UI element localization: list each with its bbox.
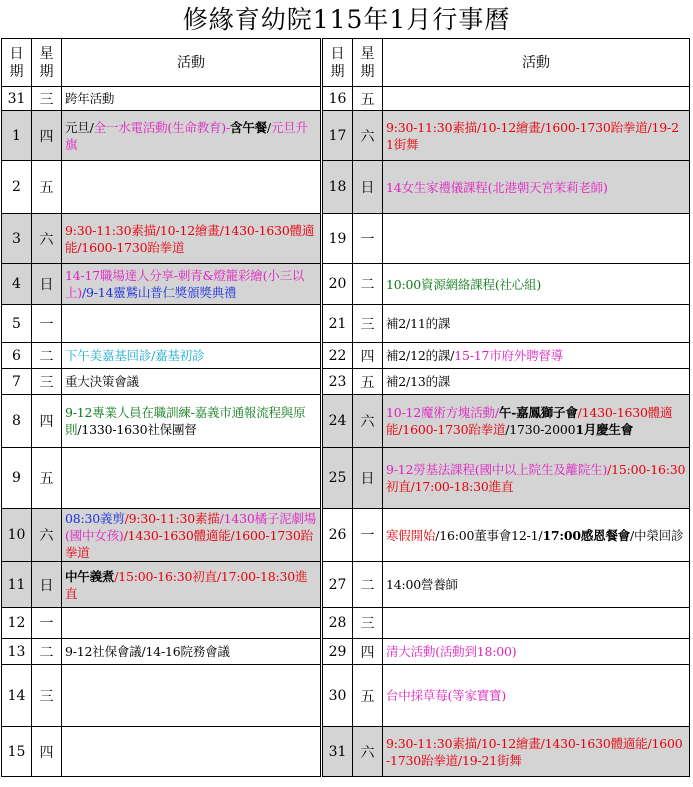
- activity-text: 15-17市府外聘督導: [454, 348, 564, 363]
- activity-text: /中榮回診: [630, 527, 684, 543]
- activity-text: 重大決策會議: [65, 374, 139, 389]
- header-row: [2, 39, 321, 87]
- weekday-cell: 五: [353, 665, 383, 727]
- activity-text: 08:30義剪: [65, 510, 125, 526]
- activity-text: 17:00感恩餐會: [542, 527, 631, 543]
- weekday-cell: 六: [353, 395, 383, 448]
- weekday-cell: 五: [32, 161, 62, 214]
- calendar-row: [323, 608, 690, 639]
- activity-text: 補2/11的課: [386, 316, 451, 331]
- activity-text: 補2/12的課/: [386, 348, 455, 363]
- activity-cell: [383, 343, 690, 369]
- weekday-cell: 日: [32, 264, 62, 305]
- activity-cell: [62, 639, 321, 665]
- activity-cell: [383, 448, 690, 509]
- calendar-row: [2, 562, 321, 608]
- activity-text: 9-12勞基法課程(國中以上院生及離院生): [386, 462, 608, 477]
- header-weekday: 星 期: [32, 39, 62, 87]
- weekday-cell: 二: [32, 639, 62, 665]
- activity-cell: [62, 727, 321, 777]
- weekday-cell: 一: [353, 214, 383, 264]
- weekday-cell: 一: [32, 305, 62, 343]
- activity-text: 10-12魔術方塊活動/: [386, 405, 499, 420]
- weekday-cell: 四: [32, 727, 62, 777]
- day-cell: 29: [323, 639, 353, 665]
- weekday-cell: 六: [32, 509, 62, 562]
- activity-text: 跨年活動: [65, 91, 115, 106]
- day-cell: 19: [323, 214, 353, 264]
- weekday-cell: 一: [32, 608, 62, 639]
- activity-text: /1730-2000: [505, 422, 576, 437]
- activity-text: 元旦升旗: [65, 119, 308, 152]
- day-cell: 14: [2, 665, 32, 727]
- weekday-cell: 二: [353, 562, 383, 608]
- weekday-cell: 四: [353, 343, 383, 369]
- activity-cell: [383, 369, 690, 395]
- activity-cell: [62, 665, 321, 727]
- weekday-cell: 六: [353, 727, 383, 777]
- day-cell: 31: [323, 727, 353, 777]
- day-cell: 23: [323, 369, 353, 395]
- activity-cell: [62, 214, 321, 264]
- weekday-cell: 五: [353, 87, 383, 111]
- weekday-cell: 四: [32, 395, 62, 448]
- activity-cell: [62, 111, 321, 161]
- day-cell: 17: [323, 111, 353, 161]
- activity-text: 中午義煮: [65, 568, 115, 584]
- day-cell: 10: [2, 509, 32, 562]
- calendar-row: [2, 727, 321, 777]
- day-cell: 30: [323, 665, 353, 727]
- calendar-row: [2, 509, 321, 562]
- activity-cell: [383, 305, 690, 343]
- activity-cell: [383, 111, 690, 161]
- activity-cell: [62, 562, 321, 608]
- activity-cell: [62, 448, 321, 509]
- weekday-cell: 三: [353, 305, 383, 343]
- day-cell: 24: [323, 395, 353, 448]
- header-activity: 活動: [62, 39, 321, 87]
- activity-text: 9-12專業人員在職訓練-嘉義市通報流程與原則: [65, 405, 306, 437]
- day-cell: 28: [323, 608, 353, 639]
- day-cell: 3: [2, 214, 32, 264]
- activity-text: 元旦/: [65, 119, 94, 135]
- calendar-row: [323, 448, 690, 509]
- activity-cell: [62, 305, 321, 343]
- weekday-cell: 五: [32, 448, 62, 509]
- activity-text: 9:30-11:30素描/10-12繪畫/1600-1730跆拳道/19-21街舞: [386, 119, 679, 152]
- activity-cell: [62, 369, 321, 395]
- weekday-cell: 六: [353, 111, 383, 161]
- calendar-row: [2, 214, 321, 264]
- day-cell: 2: [2, 161, 32, 214]
- calendar-row: [323, 305, 690, 343]
- activity-cell: [383, 395, 690, 448]
- day-cell: 9: [2, 448, 32, 509]
- activity-cell: [383, 264, 690, 305]
- calendar-row: [2, 87, 321, 111]
- calendar-row: [2, 264, 321, 305]
- activity-cell: [383, 562, 690, 608]
- activity-text: 寒假開始: [386, 527, 436, 543]
- activity-text: 14-17職場達人分享-刺青&燈籠彩繪(小三以上): [65, 268, 305, 300]
- calendar-row: [2, 608, 321, 639]
- activity-text: 補2/13的課: [386, 374, 451, 389]
- activity-text: /9:30-11:30素描: [124, 510, 220, 526]
- day-cell: 26: [323, 509, 353, 562]
- day-cell: 27: [323, 562, 353, 608]
- activity-text: 14女生家禮儀課程(北港朝天宮茉莉老師): [386, 179, 608, 195]
- activity-cell: [383, 727, 690, 777]
- weekday-cell: 二: [32, 343, 62, 369]
- calendar-row: [323, 562, 690, 608]
- weekday-cell: 日: [32, 562, 62, 608]
- activity-text: /1430-1630體適能/1600-1730跆拳道: [65, 527, 313, 560]
- day-cell: 15: [2, 727, 32, 777]
- calendar-row: [323, 665, 690, 727]
- activity-cell: [383, 509, 690, 562]
- activity-cell: [62, 343, 321, 369]
- calendar-row: [323, 214, 690, 264]
- weekday-cell: 三: [32, 369, 62, 395]
- calendar-left-table: [1, 38, 321, 777]
- day-cell: 21: [323, 305, 353, 343]
- activity-text: 9-12社保會議/14-16院務會議: [65, 644, 230, 659]
- day-cell: 20: [323, 264, 353, 305]
- header-row: [323, 39, 690, 87]
- calendar-row: [2, 665, 321, 727]
- activity-text: 14:00營養師: [386, 577, 458, 592]
- weekday-cell: 三: [32, 665, 62, 727]
- activity-text: /: [266, 119, 271, 135]
- calendar-row: [2, 305, 321, 343]
- calendar-row: [323, 395, 690, 448]
- day-cell: 4: [2, 264, 32, 305]
- page-title: 修緣育幼院115年1月行事曆: [182, 5, 511, 34]
- activity-cell: [62, 161, 321, 214]
- activity-text: 全一水電活動(生命教育)-: [93, 119, 231, 135]
- calendar-row: [2, 369, 321, 395]
- activity-text: 台中採草莓(等家寶寶): [386, 688, 507, 703]
- day-cell: 18: [323, 161, 353, 214]
- activity-text: /15:00-16:30初直/17:00-18:30進直: [386, 462, 686, 494]
- calendar-row: [323, 161, 690, 214]
- activity-cell: [62, 87, 321, 111]
- activity-text: 午-嘉鳳獅子會: [498, 405, 578, 420]
- activity-text: /9-14靈鷲山普仁獎頒獎典禮: [81, 285, 237, 300]
- header-weekday: 星 期: [353, 39, 383, 87]
- weekday-cell: 日: [353, 161, 383, 214]
- activity-cell: [62, 509, 321, 562]
- weekday-cell: 一: [353, 509, 383, 562]
- calendar-row: [2, 343, 321, 369]
- calendar-row: [323, 369, 690, 395]
- activity-cell: [383, 639, 690, 665]
- calendar-row: [323, 639, 690, 665]
- calendar-row: [323, 111, 690, 161]
- activity-cell: [383, 608, 690, 639]
- header-activity: 活動: [383, 39, 690, 87]
- weekday-cell: 五: [353, 369, 383, 395]
- activity-text: /15:00-16:30初直/17:00-18:30進直: [65, 568, 308, 601]
- calendar-row: [2, 448, 321, 509]
- day-cell: 25: [323, 448, 353, 509]
- weekday-cell: 三: [32, 87, 62, 111]
- activity-cell: [62, 608, 321, 639]
- day-cell: 1: [2, 111, 32, 161]
- activity-text: 清大活動(活動到18:00): [386, 644, 517, 659]
- weekday-cell: 日: [353, 448, 383, 509]
- day-cell: 11: [2, 562, 32, 608]
- calendar-row: [323, 87, 690, 111]
- day-cell: 31: [2, 87, 32, 111]
- activity-cell: [383, 214, 690, 264]
- activity-cell: [383, 87, 690, 111]
- activity-text: 下午美嘉基回診/嘉基初診: [65, 348, 205, 363]
- weekday-cell: 四: [32, 111, 62, 161]
- activity-text: /16:00董事會12-1/: [435, 527, 543, 543]
- activity-text: /1330-1630社保團督: [77, 422, 197, 437]
- calendar-row: [2, 639, 321, 665]
- calendar-row: [323, 509, 690, 562]
- weekday-cell: 四: [353, 639, 383, 665]
- weekday-cell: 三: [353, 608, 383, 639]
- weekday-cell: 六: [32, 214, 62, 264]
- day-cell: 6: [2, 343, 32, 369]
- day-cell: 8: [2, 395, 32, 448]
- activity-text: /1430-1630體適能/1600-1730跆拳道: [386, 405, 673, 437]
- day-cell: 5: [2, 305, 32, 343]
- activity-text: 10:00資源網絡課程(社心組): [386, 276, 542, 292]
- calendar-row: [323, 343, 690, 369]
- activity-text: 1月慶生會: [575, 422, 634, 437]
- calendar-row: [2, 111, 321, 161]
- activity-cell: [383, 161, 690, 214]
- calendar-row: [323, 264, 690, 305]
- activity-cell: [383, 665, 690, 727]
- header-day: 日 期: [2, 39, 32, 87]
- day-cell: 13: [2, 639, 32, 665]
- activity-text: 9:30-11:30素描/10-12繪畫/1430-1630體適能/1600-1730跆拳道: [65, 222, 315, 255]
- day-cell: 16: [323, 87, 353, 111]
- day-cell: 7: [2, 369, 32, 395]
- calendar-row: [2, 395, 321, 448]
- activity-text: /1430橘子泥劇場(國中女孩): [65, 510, 317, 543]
- calendar-row: [2, 161, 321, 214]
- header-day: 日 期: [323, 39, 353, 87]
- weekday-cell: 二: [353, 264, 383, 305]
- day-cell: 12: [2, 608, 32, 639]
- activity-cell: [62, 264, 321, 305]
- activity-cell: [62, 395, 321, 448]
- day-cell: 22: [323, 343, 353, 369]
- calendar-right-table: [322, 38, 690, 777]
- activity-text: 含午餐: [230, 119, 267, 135]
- calendar-row: [323, 727, 690, 777]
- activity-text: 9:30-11:30素描/10-12繪畫/1430-1630體適能/1600-1730跆拳道/19-21街舞: [386, 735, 683, 768]
